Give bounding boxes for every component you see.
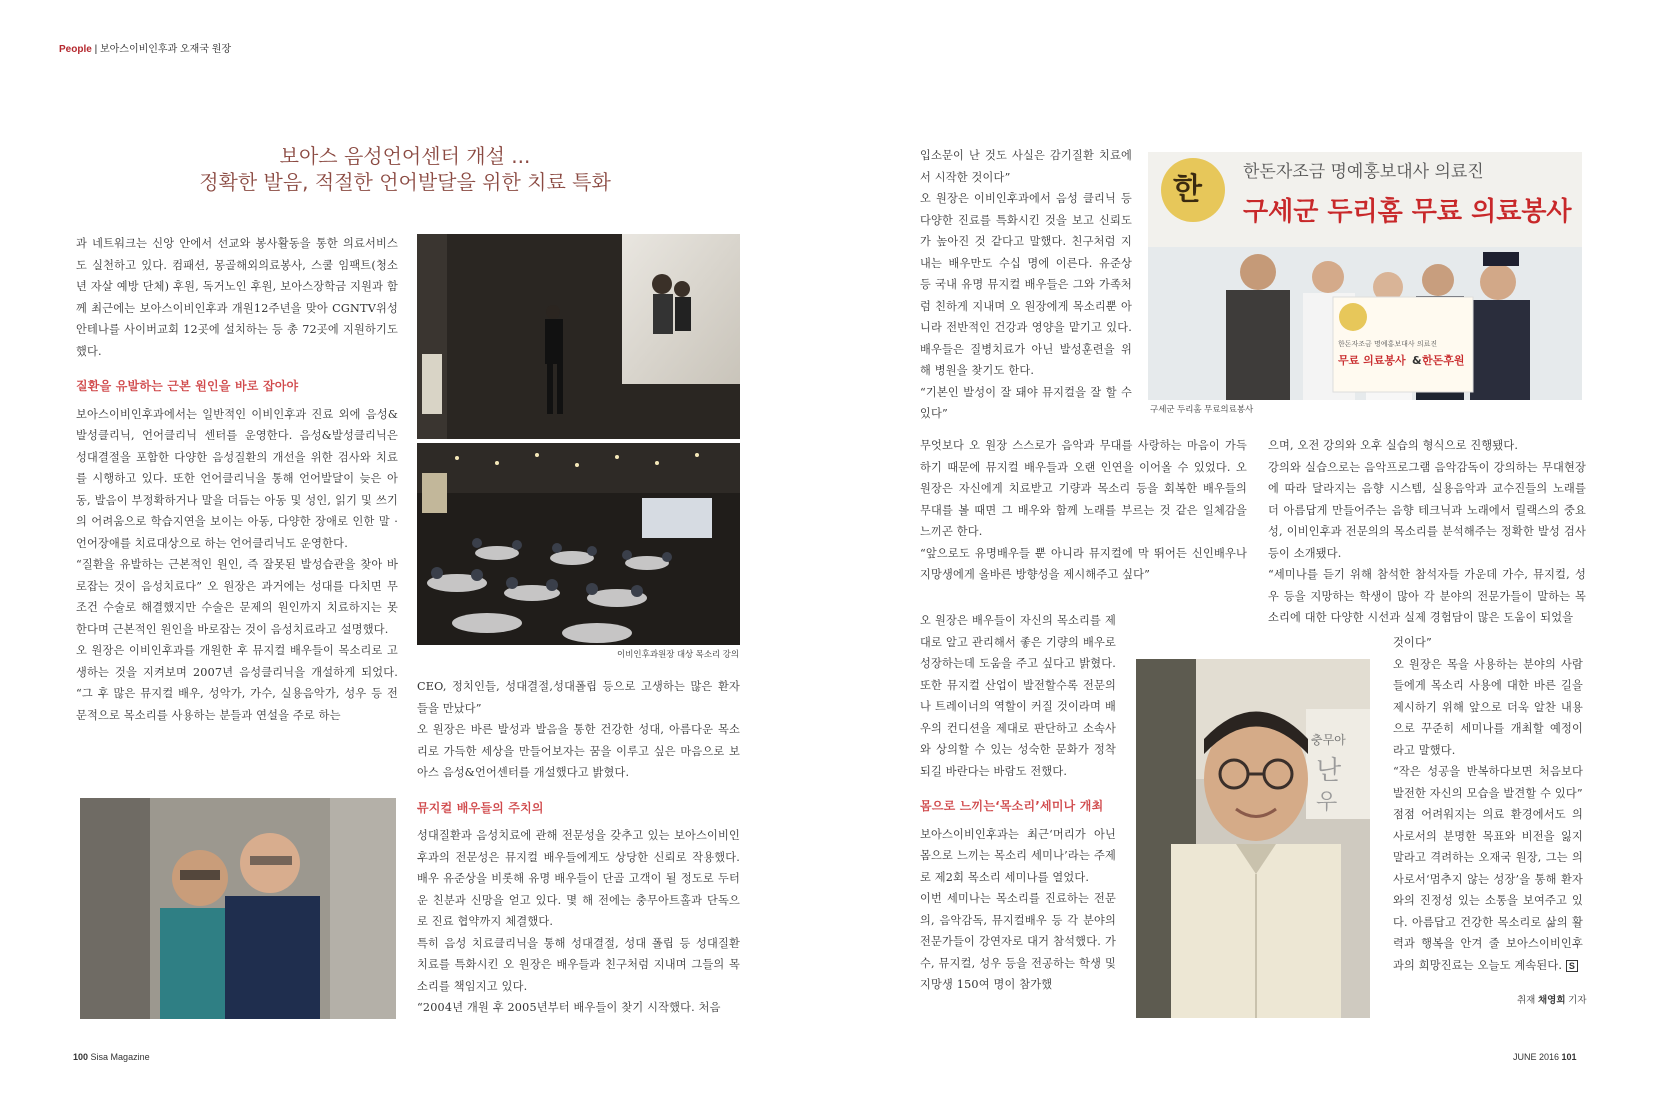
paragraph: 으며, 오전 강의와 오후 실습의 형식으로 진행됐다. (1268, 439, 1519, 452)
issue-date: JUNE 2016 (1513, 1052, 1560, 1062)
paragraph: 강의와 실습으로는 음악프로그램 음악감독이 강의하는 무대현장에 따라 달라지는 음향 시스템, 실용음악과 교수진들의 노래를 더 아름답게 만들어주는 음향 테크닉과 노래에서 릴랙스의 중요성, 이비인후과 전문의의 목소리를 분석해주는 정확한 발성 검사 등이 소개됐다. (1268, 460, 1586, 560)
column-4-bottom (1393, 632, 1583, 977)
paragraph: 오 원장은 목을 사용하는 분야의 사람들에게 목소리 사용에 대한 바른 길을 제시하기 위해 앞으로 더욱 알찬 내용으로 꾸준히 세미나를 개최할 예정이라고 말했다. (1393, 657, 1583, 757)
sign-small-text: 한돈자조금 명예홍보대사 의료진 (1338, 340, 1438, 348)
sign-main2: 한돈후원 (1422, 354, 1465, 367)
paragraph: 입소문이 난 것도 사실은 감기질환 치료에서 시작한 것이다” (920, 149, 1132, 184)
paragraph: 과 네트워크는 신앙 안에서 선교와 봉사활동을 통한 의료서비스도 실천하고 있다. 컴패션, 몽골해외의료봉사, 스쿨 임팩트(청소년 자살 예방 단체) 후원, 독거노인 후원, 보아스장학금 지원과 함께 최근에는 보아스이비인후과 개원12주년을 맞아 CGNTV위성안테나를 사이버교회 12곳에 설치하는 등 총 72곳에 지원하기도 했다. (76, 237, 398, 358)
footer-left (73, 1052, 150, 1062)
paragraph: “기본인 발성이 잘 돼야 뮤지컬을 잘 할 수 있다” (920, 385, 1132, 420)
paragraph: CEO, 정치인들, 성대결절,성대폴립 등으로 고생하는 많은 환자들을 만났다” (417, 680, 740, 715)
subheading: 몸으로 느끼는‘목소리’세미나 개최 (920, 799, 1104, 813)
sign-left-text: 충무아 (1311, 733, 1346, 747)
column-4-top (1268, 435, 1586, 629)
headline-line1: 보아스 음성언어센터 개설 ... (279, 144, 531, 168)
separator: | (94, 44, 98, 55)
paragraph-text: 점점 어려워지는 의료 환경에서도 의사로서의 분명한 목표와 비전을 잃지 말라고 격려하는 오재국 원장, 그는 의사로서‘멈추지 않는 성장’을 통해 환자와의 진정성 있는 소통을 보여주고 있다. 아름답고 건강한 목소리로 삶의 활력과 행복을 안겨 줄 보아스이비인후과의 희망진료는 오늘도 계속된다. (1393, 808, 1583, 972)
magazine-name: Sisa Magazine (90, 1052, 150, 1062)
section-header (59, 40, 231, 55)
headline (120, 143, 690, 195)
svg-text:한: 한 (1173, 172, 1202, 207)
paragraph: “작은 성공을 반복하다보면 처음보다 발전한 자신의 모습을 발견할 수 있다” (1393, 765, 1583, 800)
banner-top-text: 한돈자조금 명예홍보대사 의료진 (1243, 162, 1484, 182)
paragraph: “세미나를 듣기 위해 참석한 참석자들 가운데 가수, 뮤지컬, 성우 등을 지망하는 학생이 많아 각 분야의 전문가들이 말하는 목소리에 대한 다양한 시선과 실제 경험담이 많은 도움이 되었을 (1268, 568, 1586, 624)
paragraph: 오 원장은 이비인후과에서 음성 클리닉 등 다양한 진료를 특화시킨 것을 보고 신뢰도가 높아진 것 같다고 말했다. 친구처럼 지내는 배우만도 수십 명에 이른다. 유준상 등 국내 유명 뮤지컬 배우들은 그와 가족처럼 친하게 지내며 오 원장에게 목소리뿐 아니라 전반적인 건강과 영양을 맡기고 있다. 배우들은 질병치료가 아닌 발성훈련을 위해 병원을 찾기도 한다. (920, 192, 1132, 377)
page-number-left: 100 (73, 1052, 89, 1062)
column-3-middle (920, 435, 1247, 586)
paragraph: 것이다” (1393, 636, 1432, 649)
two-men-image (80, 798, 396, 1019)
paragraph: “질환을 유발하는 근본적인 원인, 즉 잘못된 발성습관을 찾아 바로잡는 것이 음성치료다” 오 원장은 과거에는 성대를 다치면 무조건 수술로 해결했지만 수술은 문제의 원인까지 치료하지는 못한다며 근본적인 원인을 바로잡는 것이 음성치료라고 설명했다. (76, 558, 398, 636)
photo-director-portrait (1136, 659, 1370, 1018)
footer-right (1513, 1052, 1577, 1062)
banner-main-text: 구세군 두리홈 무료 의료봉사 (1243, 197, 1572, 227)
byline-label: 취재 (1517, 995, 1536, 1006)
page-number-right: 101 (1561, 1052, 1577, 1062)
paragraph: “앞으로도 유명배우들 뿐 아니라 뮤지컬에 막 뛰어든 신인배우나 지망생에게 올바른 방향성을 제시해주고 싶다” (920, 546, 1247, 581)
sign-left3-text: 우 (1316, 790, 1338, 815)
subheading: 뮤지컬 배우들의 주치의 (417, 800, 544, 815)
column-1-top (76, 233, 398, 726)
paragraph: 오 원장은 배우들이 자신의 목소리를 제대로 알고 관리해서 좋은 기량의 배우로 성장하는데 도움을 주고 싶다고 밝혔다. 또한 뮤지컬 산업이 발전할수록 전문의나 트레이너의 역할이 커질 것이라며 배우의 컨디션을 제대로 판단하고 소속사와 상의할 수 있는 성숙한 문화가 정착되길 바란다는 바람도 전했다. (920, 614, 1116, 778)
headline-line2: 정확한 발음, 적절한 언어발달을 위한 치료 특화 (199, 170, 611, 194)
volunteer-group-image (1148, 152, 1582, 400)
sign-main1: 무료 의료봉사 (1338, 354, 1406, 367)
column-2-bottom (417, 676, 740, 1019)
byline-title: 기자 (1568, 995, 1587, 1006)
byline (1517, 992, 1587, 1006)
conference-hall-image (417, 443, 740, 645)
section-tag: People (59, 44, 92, 55)
director-portrait-image (1136, 659, 1370, 1018)
caption-conference: 이비인후과원장 대상 목소리 강의 (617, 649, 740, 659)
paragraph: 성대질환과 음성치료에 관해 전문성을 갖추고 있는 보아스이비인후과의 전문성은 뮤지컬 배우들에게도 상당한 신뢰로 작용했다. 배우 유준상을 비롯해 유명 배우들이 단골 고객이 될 정도로 두터운 친분과 신망을 얻고 있다. 몇 해 전에는 충무아트홀과 단독으로 진료 협약까지 체결했다. (417, 829, 740, 928)
end-mark-icon: S (1566, 960, 1578, 972)
photo-two-men (80, 798, 396, 1019)
sign-amp: & (1412, 354, 1422, 367)
speaker-stage-image (417, 234, 740, 439)
photo-volunteer-group (1148, 152, 1582, 400)
photo-conference-hall (417, 443, 740, 645)
paragraph: 오 원장은 바른 발성과 발음을 통한 건강한 성대, 아름다운 목소리로 가득한 세상을 만들어보자는 꿈을 이루고 싶은 마음으로 보아스 음성&언어센터를 개설했다고 밝혔다. (417, 723, 740, 779)
column-3-top (920, 145, 1132, 425)
byline-name: 채영희 (1538, 995, 1566, 1006)
column-3-lower (920, 610, 1116, 996)
paragraph: 특히 음성 치료클리닉을 통해 성대결절, 성대 폴립 등 성대질환 치료를 특화시킨 오 원장은 배우들과 친구처럼 지내며 그들의 목소리를 책임지고 있다. (417, 936, 740, 993)
paragraph: 이번 세미나는 목소리를 진료하는 전문의, 음악감독, 뮤지컬배우 등 각 분야의 전문가들이 강연자로 대거 참석했다. 가수, 뮤지컬, 성우 등을 전공하는 학생 및 지망생 150여 명이 참가했 (920, 892, 1116, 991)
paragraph: 무엇보다 오 원장 스스로가 음악과 무대를 사랑하는 마음이 가득하기 때문에 뮤지컬 배우들과 오랜 인연을 이어올 수 있었다. 오 원장은 자신에게 치료받고 기량과 목소리 등을 회복한 배우들의 무대를 볼 때면 그 배우와 함께 노래를 부르는 것 같은 일체감을 느끼곤 한다. (920, 439, 1247, 538)
subheading: 질환을 유발하는 근본 원인을 바로 잡아야 (76, 379, 299, 393)
paragraph: 보아스이비인후과에서는 일반적인 이비인후과 진료 외에 음성&발성클리닉, 언어클리닉 센터를 운영한다. 음성&발성클리닉은 성대결절을 포함한 다양한 음성질환의 개선을 위한 검사와 치료를 시행하고 있다. 또한 언어클리닉을 통해 언어발달이 늦은 아동, 발음이 부정확하거나 말을 더듬는 아동 및 성인, 읽기 및 쓰기의 어려움으로 학습지연을 보이는 아동, 다양한 장애로 인한 말 · 언어장애를 치료대상으로 하는 언어클리닉도 운영한다. (76, 407, 398, 550)
section-subtitle: 보아스이비인후과 오재국 원장 (99, 44, 232, 55)
paragraph: 보아스이비인후과는 최근‘머리가 아닌 몸으로 느끼는 목소리 세미나’라는 주제로 제2회 목소리 세미나를 열었다. (920, 827, 1116, 884)
paragraph: “2004년 개원 후 2005년부터 배우들이 찾기 시작했다. 처음 (417, 1001, 721, 1014)
caption-volunteer: 구세군 두리홈 무료의료봉사 (1150, 404, 1254, 414)
sign-left2-text: 난 (1316, 756, 1342, 786)
photo-speaker-stage (417, 234, 740, 439)
paragraph (1393, 804, 1583, 977)
paragraph: 오 원장은 이비인후과를 개원한 후 뮤지컬 배우들이 목소리로 고생하는 것을 지켜보며 2007년 음성클리닉을 개설하게 되었다. “그 후 많은 뮤지컬 배우, 성악가, 가수, 실용음악가, 성우 등 전문적으로 목소리를 사용하는 분들과 연설을 주로 하는 (76, 644, 398, 722)
